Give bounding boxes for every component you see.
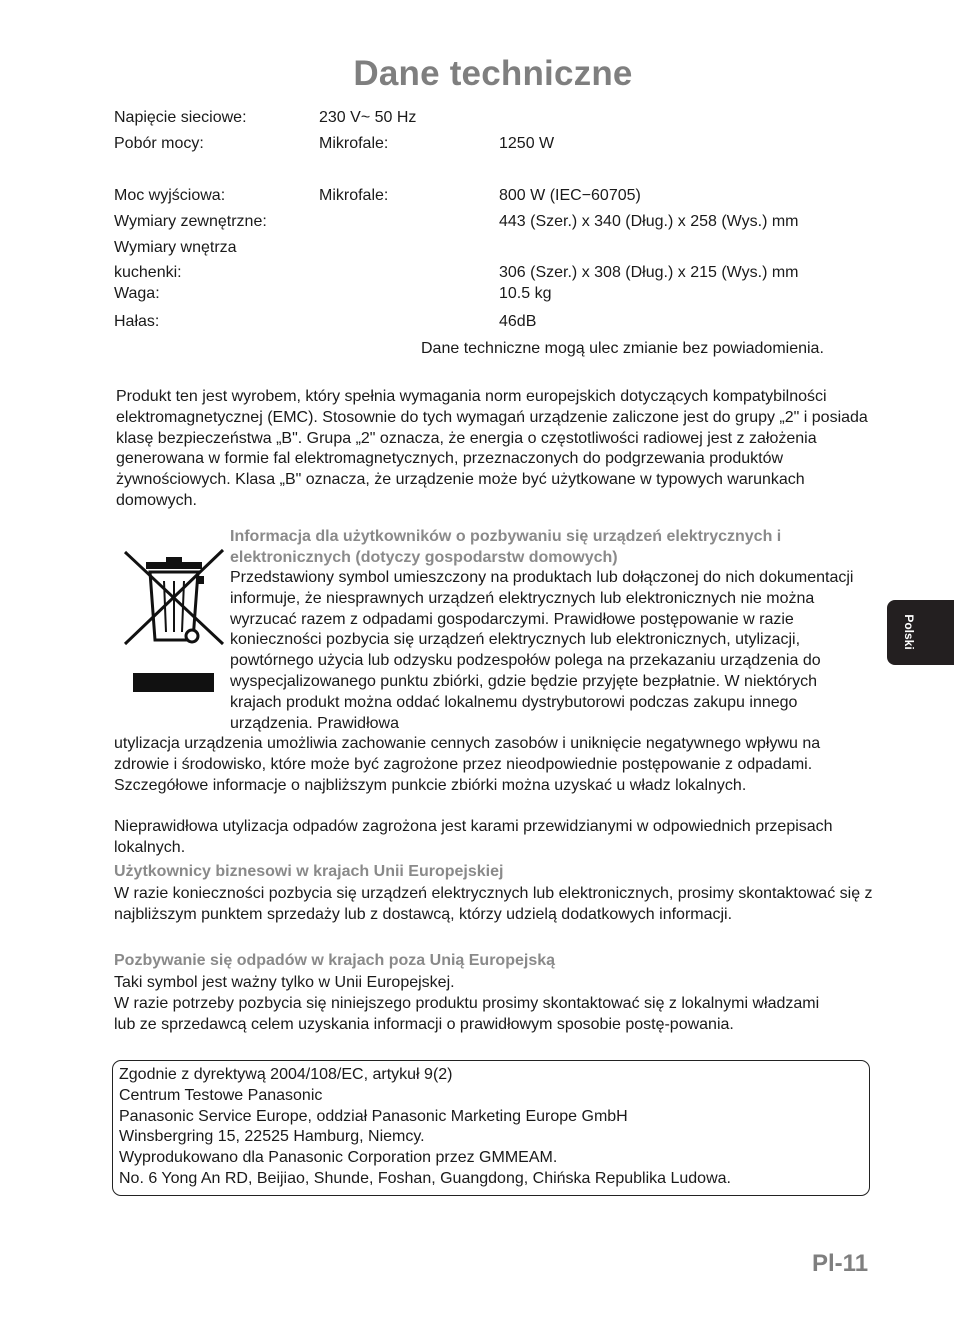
spec-noise-value: 46dB — [499, 313, 537, 330]
business-heading: Użytkownicy biznesowi w krajach Unii Europejskiej — [114, 863, 504, 880]
spec-inner-label-1: Wymiary wnętrza — [114, 239, 237, 256]
spec-output-value: 800 W (IEC−60705) — [499, 187, 641, 204]
compliance-box — [112, 1060, 870, 1196]
emc-paragraph: Produkt ten jest wyrobem, który spełnia wymagania norm europejskich dotyczących kompatybilności elektromagnetycznej (EMC). Stosownie do tych wymagań urządzenie zaliczone jest do grupy „2" i posiada klasę bezpieczeństwa „B". Grupa „2" oznacza, że energia o częstotliwości radiowej jest z założenia generowana w formie fal elektromagnetycznych, przeznaczonych do podgrzewania produktów żywnościowych. Klasa „B" oznacza, że urządzenie może być użytkowane w typowych warunkach domowych. — [116, 388, 868, 509]
spec-power-value: 1250 W — [499, 135, 555, 152]
spec-output-sub: Mikrofale: — [319, 187, 389, 204]
language-tab — [887, 600, 954, 665]
disposal-heading: Informacja dla użytkowników o pozbywaniu się urządzeń elektrycznych i elektronicznych (dotyczy gospodarstw domowych) — [230, 528, 782, 566]
spec-weight-label: Waga: — [114, 285, 160, 302]
compliance-line-5: Wyprodukowano dla Panasonic Corporation przez GMMEAM. — [119, 1149, 558, 1167]
outside-eu-line2: W razie potrzeby pozbycia się niniejszego produktu prosimy skontaktować się z lokalnymi władzami lub ze sprzedawcą celem uzyskania informacji o prawidłowym sposobie postę-powania. — [114, 995, 820, 1033]
page-title: Dane techniczne — [353, 54, 633, 93]
compliance-line-2: Centrum Testowe Panasonic — [119, 1086, 323, 1104]
compliance-line-1: Zgodnie z dyrektywą 2004/108/EC, artykuł 9(2) — [119, 1066, 453, 1083]
spec-power-label: Pobór mocy: — [114, 135, 204, 152]
disposal-body-full: utylizacja urządzenia umożliwia zachowanie cennych zasobów i uniknięcie negatywnego wpływu na zdrowie i środowisko, które może być zagrożone przez nieodpowiednie postępowanie z odpadami. Szczegółowe informacje o najbliższym punkcie zbiórki można uzyskać u władz lokalnych. — [114, 735, 821, 794]
page-number: Pl-11 — [812, 1250, 869, 1277]
spec-voltage-label: Napięcie sieciowe: — [114, 109, 247, 126]
spec-power-sub: Mikrofale: — [319, 135, 389, 152]
spec-voltage-value: 230 V~ 50 Hz — [319, 109, 417, 126]
spec-noise-label: Hałas: — [114, 313, 160, 330]
spec-output-label: Moc wyjściowa: — [114, 187, 226, 204]
spec-inner-label-2: kuchenki: — [114, 264, 182, 281]
disposal-penalty: Nieprawidłowa utylizacja odpadów zagrożona jest karami przewidzianymi w odpowiednich przepisach lokalnych. — [114, 818, 833, 856]
spec-outer-value: 443 (Szer.) x 340 (Dług.) x 258 (Wys.) mm — [499, 213, 799, 230]
outside-eu-line1: Taki symbol jest ważny tylko w Unii Europejskej. — [114, 974, 455, 991]
spec-change-note: Dane techniczne mogą ulec zmianie bez powiadomienia. — [421, 340, 824, 357]
disposal-body-side: Przedstawiony symbol umieszczony na produktach lub dołączonej do nich dokumentacji informuje, że niesprawnych urządzeń elektrycznych lub elektronicznych nie można wyrzucać razem z odpadami gospodarczymi. Prawidłowe postępowanie w razie konieczności pozbycia się urządzeń elektrycznych lub elektronicznych, utylizacji, powtórnego użycia lub odzysku podzespołów polega na przekazaniu urządzenia do wyspecjalizowanego punktu zbiórki, gdzie będzie przyjęte bezpłatnie. W niektórych krajach produkt można oddać lokalnemu dystrybutorowi podczas zakupu innego urządzenia. Prawidłowa — [230, 569, 854, 732]
outside-eu-heading: Pozbywanie się odpadów w krajach poza Unią Europejską — [114, 952, 556, 969]
spec-weight-value: 10.5 kg — [499, 285, 552, 302]
business-body: W razie konieczności pozbycia się urządzeń elektrycznych lub elektronicznych, prosimy skontaktować się z najbliższym punktem sprzedaży lub z dostawcą, którzy udzielą dodatkowych informacji. — [114, 885, 873, 923]
symbol-black-bar — [133, 673, 214, 692]
spec-outer-label: Wymiary zewnętrzne: — [114, 213, 267, 230]
spec-inner-value: 306 (Szer.) x 308 (Dług.) x 215 (Wys.) mm — [499, 264, 799, 281]
compliance-line-6: No. 6 Yong An RD, Beijiao, Shunde, Foshan, Guangdong, Chińska Republika Ludowa. — [119, 1169, 731, 1187]
crossed-out-wheelie-bin-icon — [122, 546, 226, 646]
compliance-line-3: Panasonic Service Europe, oddział Panasonic Marketing Europe GmbH — [119, 1107, 628, 1125]
language-tab-label: Polski — [902, 614, 916, 650]
compliance-line-4: Winsbergring 15, 22525 Hamburg, Niemcy. — [119, 1128, 425, 1146]
